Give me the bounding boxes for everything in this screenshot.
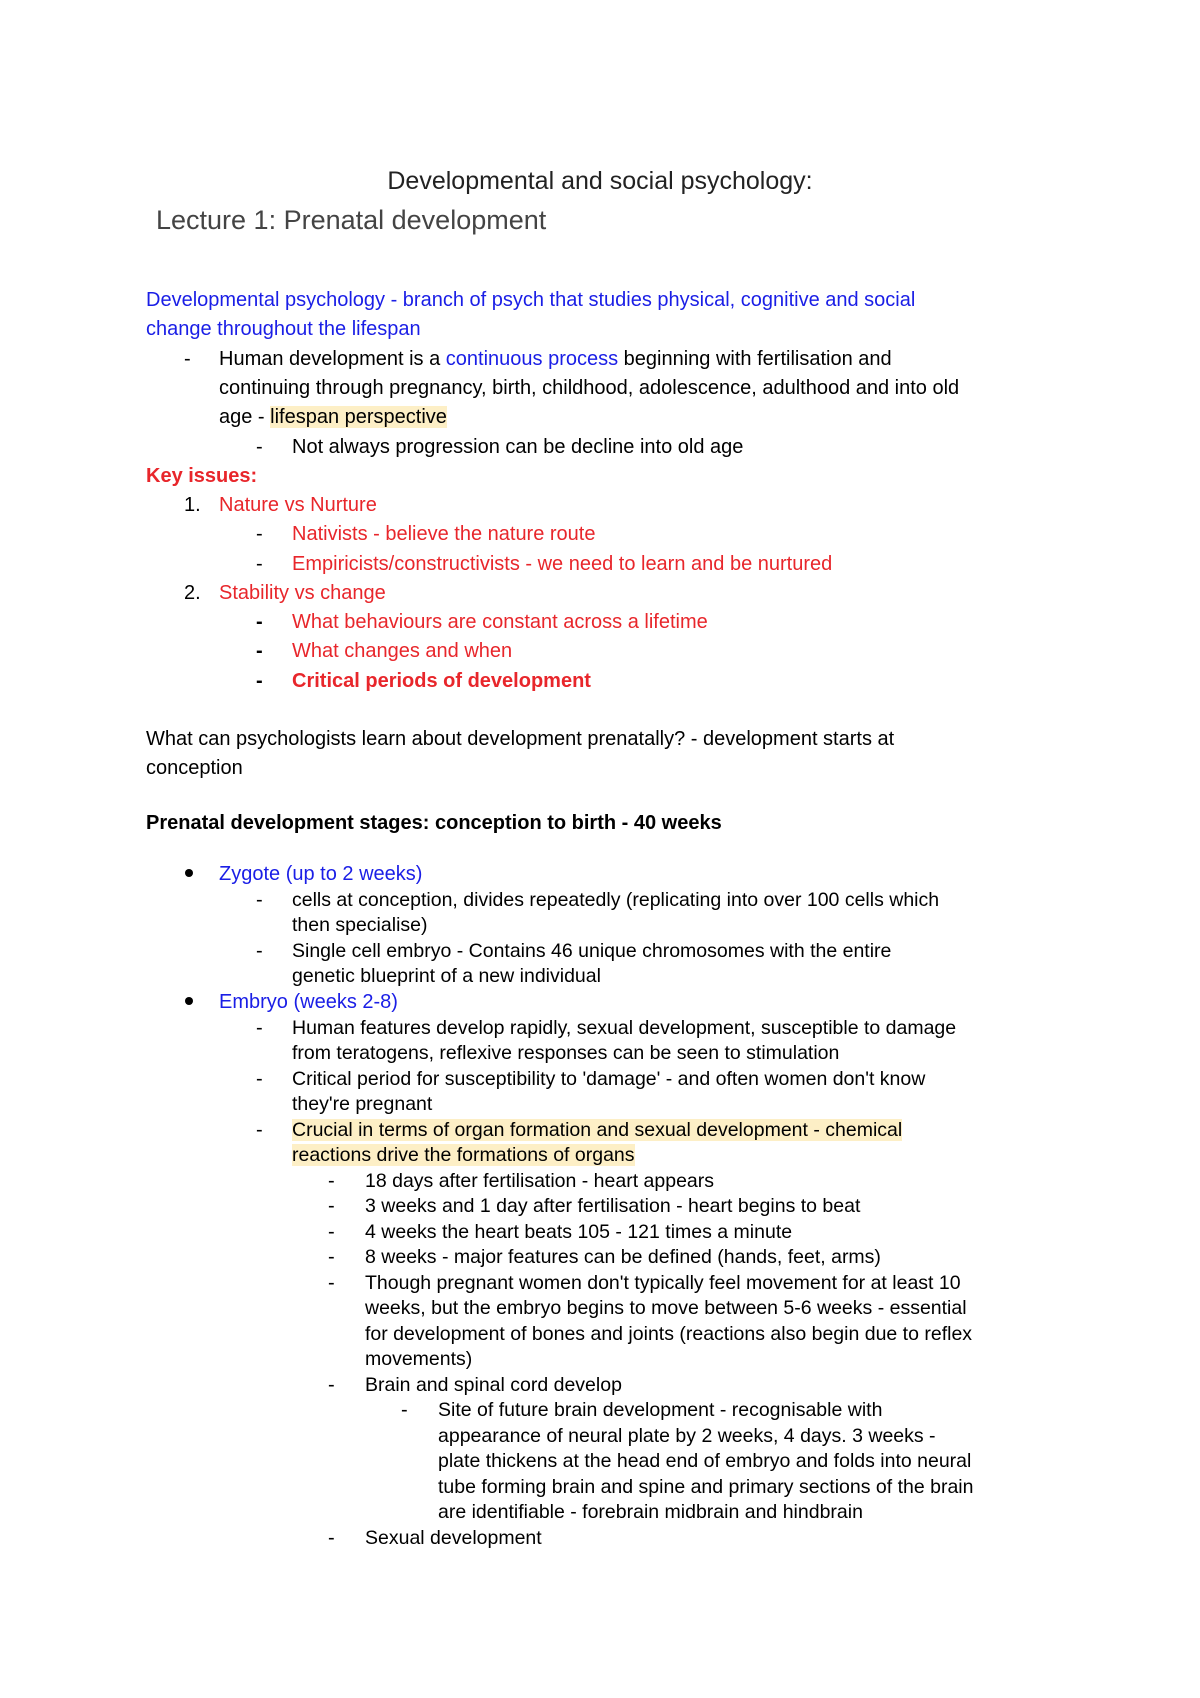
dash-marker: - bbox=[328, 1272, 335, 1294]
embryo-detail: 8 weeks - major features can be defined (hands, feet, arms) bbox=[365, 1246, 881, 1268]
embryo-detail: movements) bbox=[365, 1348, 473, 1370]
embryo-detail: weeks, but the embryo begins to move between 5-6 weeks - essential bbox=[365, 1297, 967, 1319]
dash-marker: - bbox=[256, 670, 263, 692]
list-number: 2. bbox=[184, 582, 201, 604]
dash-marker: - bbox=[328, 1195, 335, 1217]
dash-marker: - bbox=[328, 1374, 335, 1396]
key-issue-subpoint: Empiricists/constructivists - we need to learn and be nurtured bbox=[292, 553, 833, 575]
human-development-line-2: continuing through pregnancy, birth, childhood, adolescence, adulthood and into old bbox=[219, 377, 960, 399]
brain-development-detail: are identifiable - forebrain midbrain and hindbrain bbox=[438, 1501, 863, 1523]
embryo-detail: Brain and spinal cord develop bbox=[365, 1374, 622, 1396]
definition-line-2: change throughout the lifespan bbox=[146, 318, 421, 340]
zygote-point-2-line-2: genetic blueprint of a new individual bbox=[292, 965, 601, 987]
embryo-detail: Sexual development bbox=[365, 1527, 542, 1549]
key-issue-subpoint: Nativists - believe the nature route bbox=[292, 523, 596, 545]
lifespan-perspective-highlight: lifespan perspective bbox=[270, 406, 447, 428]
continuous-process-term: continuous process bbox=[445, 348, 619, 370]
dash-marker: - bbox=[328, 1246, 335, 1268]
key-issue-subpoint: What changes and when bbox=[292, 640, 513, 662]
text-run: age - bbox=[219, 406, 271, 428]
key-issues-heading: Key issues: bbox=[146, 465, 258, 487]
brain-development-detail: Site of future brain development - recognisable with bbox=[438, 1399, 883, 1421]
zygote-point-2-line-1: Single cell embryo - Contains 46 unique chromosomes with the entire bbox=[292, 940, 892, 962]
dash-marker: - bbox=[328, 1221, 335, 1243]
critical-periods-point: Critical periods of development bbox=[292, 670, 591, 692]
key-issue-subpoint: What behaviours are constant across a lifetime bbox=[292, 611, 708, 633]
dash-marker: - bbox=[256, 1068, 263, 1090]
embryo-detail: 3 weeks and 1 day after fertilisation - heart begins to beat bbox=[365, 1195, 861, 1217]
embryo-detail: for development of bones and joints (reactions also begin due to reflex bbox=[365, 1323, 973, 1345]
list-number: 1. bbox=[184, 494, 201, 516]
dash-marker: - bbox=[256, 553, 263, 575]
question-line-1: What can psychologists learn about development prenatally? - development starts at bbox=[146, 728, 895, 750]
dash-marker: - bbox=[256, 889, 263, 911]
dash-marker: - bbox=[256, 611, 263, 633]
bullet-icon bbox=[185, 997, 193, 1005]
brain-development-detail: plate thickens at the head end of embryo and folds into neural bbox=[438, 1450, 972, 1472]
dash-marker: - bbox=[256, 436, 263, 458]
key-issue-nature-vs-nurture: Nature vs Nurture bbox=[219, 494, 377, 516]
human-development-line-3 bbox=[219, 405, 447, 429]
embryo-point-3-line-2 bbox=[292, 1143, 635, 1167]
dash-marker: - bbox=[328, 1527, 335, 1549]
embryo-point-3-line-1 bbox=[292, 1118, 902, 1142]
dash-marker: - bbox=[256, 523, 263, 545]
embryo-point-1-line-2: from teratogens, reflexive responses can be seen to stimulation bbox=[292, 1042, 840, 1064]
dash-marker: - bbox=[256, 1017, 263, 1039]
lecture-subtitle: Lecture 1: Prenatal development bbox=[156, 205, 547, 235]
definition-line-1: Developmental psychology - branch of psych that studies physical, cognitive and social bbox=[146, 289, 916, 311]
zygote-point-1-line-1: cells at conception, divides repeatedly (replicating into over 100 cells which bbox=[292, 889, 940, 911]
organ-formation-highlight: reactions drive the formations of organs bbox=[292, 1144, 635, 1166]
dash-marker: - bbox=[401, 1399, 408, 1421]
human-development-subpoint: Not always progression can be decline into old age bbox=[292, 436, 744, 458]
text-run: Human development is a bbox=[219, 348, 446, 370]
embryo-point-1-line-1: Human features develop rapidly, sexual development, susceptible to damage bbox=[292, 1017, 957, 1039]
question-line-2: conception bbox=[146, 757, 243, 779]
dash-marker: - bbox=[328, 1170, 335, 1192]
zygote-stage-label: Zygote (up to 2 weeks) bbox=[219, 863, 423, 885]
stages-heading: Prenatal development stages: conception to birth - 40 weeks bbox=[146, 812, 722, 834]
text-run: beginning with fertilisation and bbox=[618, 348, 892, 370]
key-issue-stability-vs-change: Stability vs change bbox=[219, 582, 386, 604]
human-development-line-1 bbox=[219, 347, 892, 371]
embryo-stage-label: Embryo (weeks 2-8) bbox=[219, 991, 398, 1013]
brain-development-detail: appearance of neural plate by 2 weeks, 4 days. 3 weeks - bbox=[438, 1425, 936, 1447]
brain-development-detail: tube forming brain and spine and primary sections of the brain bbox=[438, 1476, 974, 1498]
embryo-detail: 4 weeks the heart beats 105 - 121 times a minute bbox=[365, 1221, 793, 1243]
embryo-detail: Though pregnant women don't typically feel movement for at least 10 bbox=[365, 1272, 961, 1294]
organ-formation-highlight: Crucial in terms of organ formation and sexual development - chemical bbox=[292, 1119, 903, 1141]
dash-marker: - bbox=[256, 640, 263, 662]
embryo-point-2-line-1: Critical period for susceptibility to 'damage' - and often women don't know bbox=[292, 1068, 926, 1090]
document-title: Developmental and social psychology: bbox=[387, 167, 813, 195]
dash-marker: - bbox=[184, 348, 191, 370]
embryo-detail: 18 days after fertilisation - heart appears bbox=[365, 1170, 715, 1192]
bullet-icon bbox=[185, 869, 193, 877]
dash-marker: - bbox=[256, 940, 263, 962]
dash-marker: - bbox=[256, 1119, 263, 1141]
embryo-point-2-line-2: they're pregnant bbox=[292, 1093, 433, 1115]
zygote-point-1-line-2: then specialise) bbox=[292, 914, 428, 936]
